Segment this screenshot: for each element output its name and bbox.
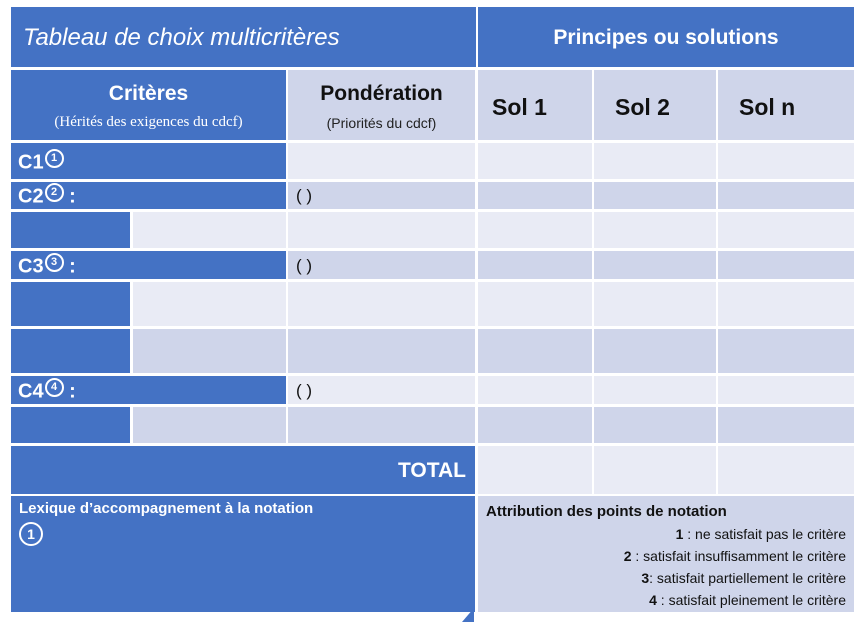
criteria-header: Critères [108, 82, 189, 105]
scoring-line-2-num: 2 [623, 548, 632, 564]
total-label: TOTAL [397, 459, 466, 482]
scoring-line-4-num: 4 [649, 592, 657, 608]
scoring-line-4 [649, 592, 846, 608]
total-sol1-cell[interactable] [478, 446, 592, 494]
c2-sub-sol2-cell[interactable] [594, 212, 716, 248]
soln-header-cell [718, 70, 854, 140]
c3-sub1-weight-cell[interactable] [288, 282, 475, 326]
c4-weight: ( ) [296, 381, 313, 400]
c2-sub-weight-cell[interactable] [288, 212, 475, 248]
scoring-panel [478, 496, 854, 612]
c1-label: C1 [18, 151, 44, 174]
c3-sub1-sol1-cell[interactable] [478, 282, 592, 326]
scoring-line-2 [624, 548, 846, 564]
c3-label: C3 [18, 255, 44, 278]
scoring-line-3-text: : satisfait partiellement le critère [649, 570, 846, 586]
total-sol2-cell[interactable] [594, 446, 716, 494]
scoring-line-2-text: : satisfait insuffisamment le critère [635, 548, 846, 564]
lexicon-title: Lexique d’accompagnement à la notation [19, 500, 314, 517]
c4-soln-cell[interactable] [718, 376, 854, 404]
scoring-line-1 [676, 526, 846, 542]
c2-criterion-cell [11, 182, 286, 209]
sol2-header: Sol 2 [615, 94, 670, 120]
c2-sub-criterion-cell [11, 212, 130, 248]
c4-sub-sol1-cell[interactable] [478, 407, 592, 443]
c3-sub2-criterion-cell [11, 329, 130, 373]
c3-sub1-criterion-cell [11, 282, 130, 326]
c4-weight-cell[interactable] [288, 376, 475, 404]
principles-header-cell [478, 7, 854, 67]
c2-sub-detail-cell[interactable] [133, 212, 286, 248]
c3-sub2-sol2-cell[interactable] [594, 329, 716, 373]
c4-criterion-cell [11, 376, 286, 404]
criteria-subheader: (Hérités des exigences du cdcf) [54, 114, 243, 130]
soln-header: Sol n [739, 94, 796, 120]
c3-weight-cell[interactable] [288, 251, 475, 279]
table-title: Tableau de choix multicritères [23, 24, 340, 51]
scoring-line-1-num: 1 [675, 526, 684, 542]
c3-sub2-soln-cell[interactable] [718, 329, 854, 373]
c4-sol1-cell[interactable] [478, 376, 592, 404]
c4-sub-soln-cell[interactable] [718, 407, 854, 443]
c4-number-badge: 4 [45, 378, 64, 397]
lexicon-panel [11, 496, 475, 612]
scoring-line-3-num: 3 [641, 570, 650, 586]
c1-criterion-cell [11, 143, 286, 179]
c3-sub2-detail-cell[interactable] [133, 329, 286, 373]
c1-sol1-cell[interactable] [478, 143, 592, 179]
weight-header-cell [288, 70, 475, 140]
c4-sub-sol2-cell[interactable] [594, 407, 716, 443]
c1-soln-cell[interactable] [718, 143, 854, 179]
c2-weight-cell[interactable] [288, 182, 475, 209]
sol1-header: Sol 1 [492, 94, 547, 120]
c2-sol1-cell[interactable] [478, 182, 592, 209]
c2-sol2-cell[interactable] [594, 182, 716, 209]
c4-sol2-cell[interactable] [594, 376, 716, 404]
total-soln-cell[interactable] [718, 446, 854, 494]
weight-header: Pondération [320, 82, 443, 105]
table-title-cell [11, 7, 476, 67]
c3-sol2-cell[interactable] [594, 251, 716, 279]
c3-sub2-weight-cell[interactable] [288, 329, 475, 373]
sol2-header-cell [594, 70, 716, 140]
c4-colon: : [69, 380, 76, 403]
weight-subheader: (Priorités du cdcf) [326, 115, 437, 131]
corner-fold-decoration [460, 608, 474, 622]
c3-number-badge: 3 [45, 253, 64, 272]
c4-sub-detail-cell[interactable] [133, 407, 286, 443]
scoring-line-1-text: : ne satisfait pas le critère [687, 526, 846, 542]
c4-sub-criterion-cell [11, 407, 130, 443]
c3-sub1-detail-cell[interactable] [133, 282, 286, 326]
c3-criterion-cell [11, 251, 286, 279]
c3-sub2-sol1-cell[interactable] [478, 329, 592, 373]
scoring-line-3 [641, 570, 846, 586]
c3-weight: ( ) [296, 256, 313, 275]
c4-sub-weight-cell[interactable] [288, 407, 475, 443]
sol1-header-cell [478, 70, 592, 140]
c2-sub-sol1-cell[interactable] [478, 212, 592, 248]
c2-sub-soln-cell[interactable] [718, 212, 854, 248]
c2-colon: : [69, 185, 76, 208]
c1-weight-cell[interactable] [288, 143, 475, 179]
c2-number-badge: 2 [45, 183, 64, 202]
c1-number-badge: 1 [45, 149, 64, 168]
c2-weight: ( ) [296, 186, 313, 205]
c3-colon: : [69, 255, 76, 278]
lexicon-number-badge: 1 [19, 522, 43, 546]
corner-fold-icon [460, 608, 474, 622]
scoring-line-4-text: : satisfait pleinement le critère [660, 592, 846, 608]
c3-sol1-cell[interactable] [478, 251, 592, 279]
scoring-title: Attribution des points de notation [486, 503, 727, 520]
c1-sol2-cell[interactable] [594, 143, 716, 179]
c3-sub1-soln-cell[interactable] [718, 282, 854, 326]
c3-soln-cell[interactable] [718, 251, 854, 279]
criteria-header-cell [11, 70, 286, 140]
principles-header: Principes ou solutions [553, 26, 779, 49]
c4-label: C4 [18, 380, 44, 403]
c2-soln-cell[interactable] [718, 182, 854, 209]
total-label-cell [11, 446, 475, 494]
c3-sub1-sol2-cell[interactable] [594, 282, 716, 326]
c2-label: C2 [18, 185, 44, 208]
